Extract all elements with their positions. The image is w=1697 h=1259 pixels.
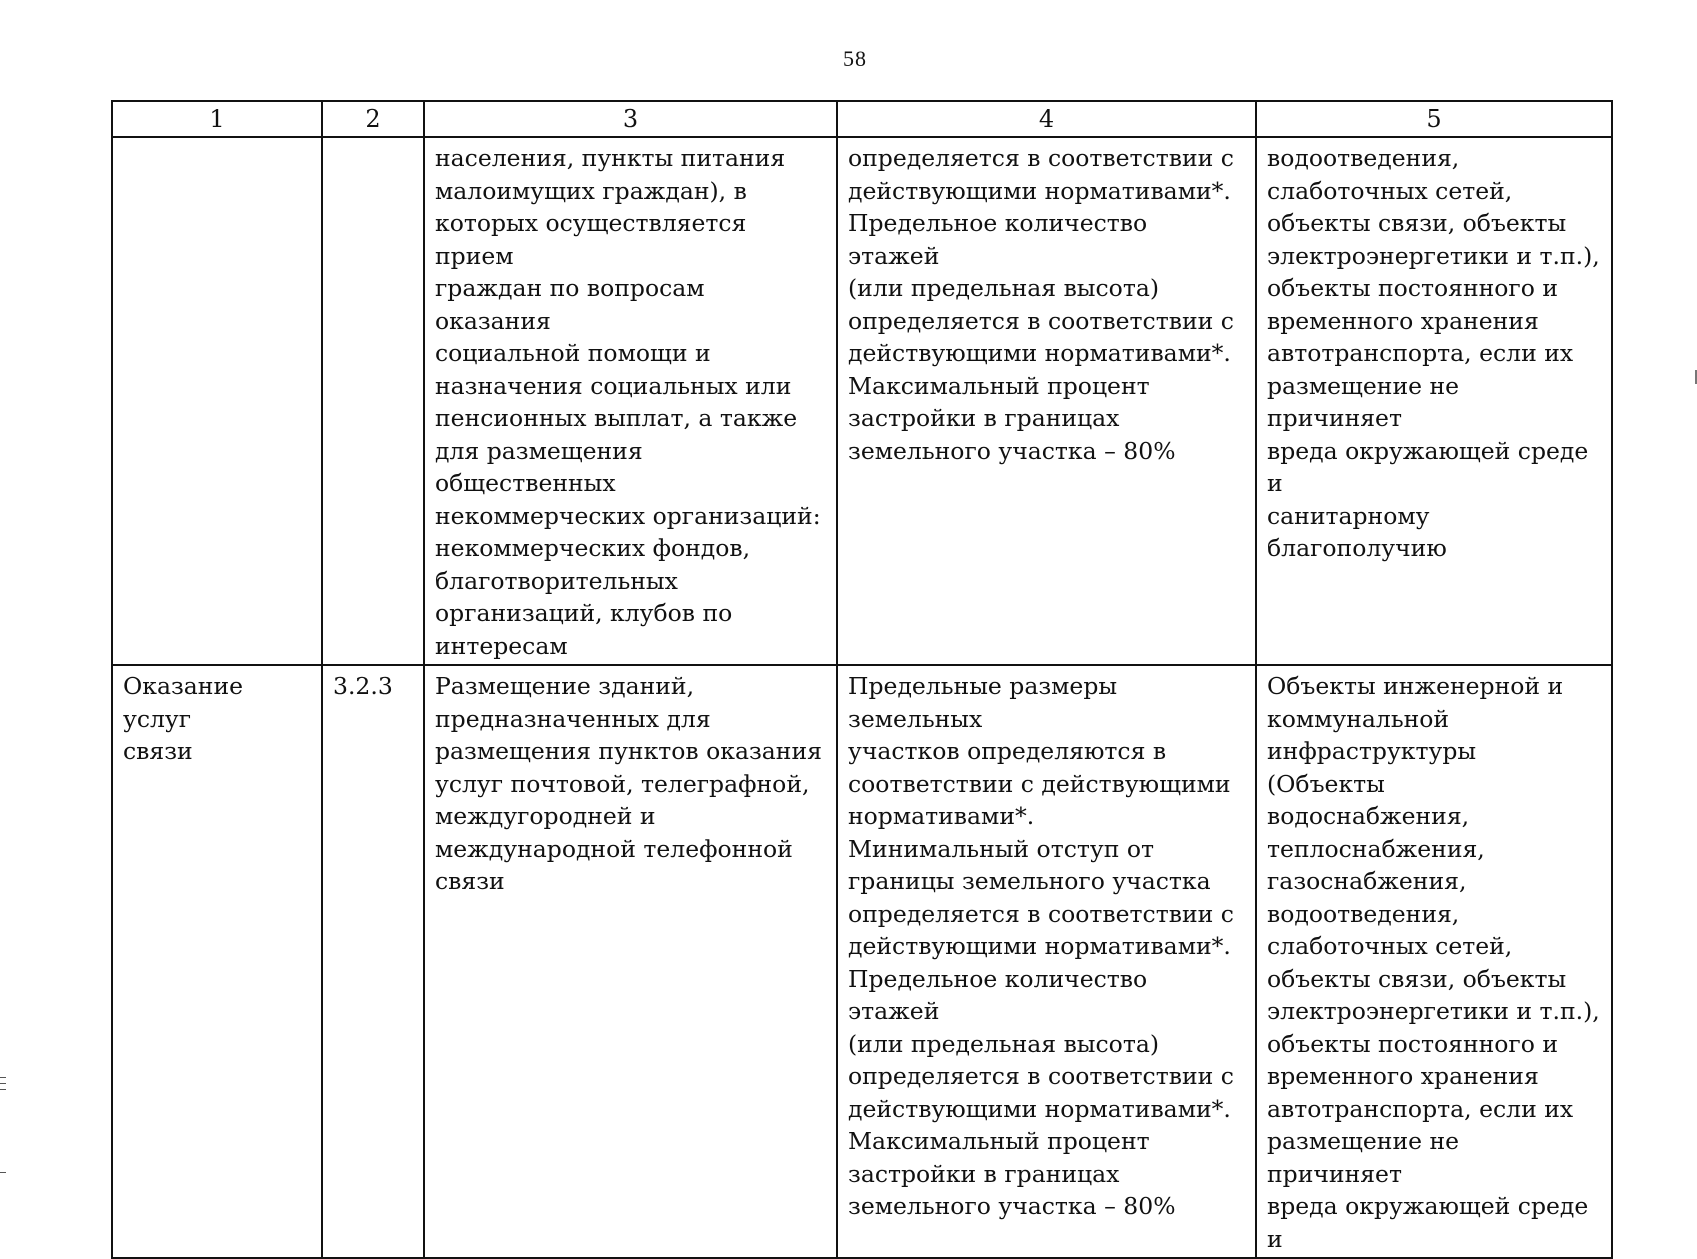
- zoning-table: [111, 100, 1613, 1259]
- cell-text: Предельные размеры земельных участков определяются в соответствии с действующими нормативами*. Минимальный отступ от границы земельного участка определяется в соответствии с действующими нормативами*. Предельное количество этажей (или предельная высота) определяется в соответствии с действующими нормативами*. Максимальный процент застройки в границах земельного участка – 80%: [848, 672, 1234, 1220]
- table-cell-auxiliary-uses: [1256, 137, 1612, 665]
- header-cell-3: 3: [424, 101, 837, 137]
- scan-margin-mark: [0, 1089, 6, 1090]
- cell-text: Размещение зданий, предназначенных для размещения пунктов оказания услуг почтовой, телеграфной, междугородней и международной телефонной связи: [435, 672, 822, 895]
- header-cell-4: 4: [837, 101, 1256, 137]
- table-row: [112, 137, 1612, 665]
- table-cell-code: [322, 137, 424, 665]
- table-header-row: [112, 101, 1612, 137]
- table-cell-parameters: [837, 137, 1256, 665]
- header-cell-1: 1: [112, 101, 322, 137]
- page-number: 58: [843, 46, 867, 71]
- cell-text: Оказание услуг связи: [123, 672, 244, 765]
- header-cell-5: 5: [1256, 101, 1612, 137]
- table-cell-type-name: [112, 665, 322, 1258]
- table-cell-description: [424, 665, 837, 1258]
- scan-margin-mark: [0, 1083, 6, 1084]
- table-cell-code: [322, 665, 424, 1258]
- cell-text: водоотведения, слаботочных сетей, объекты связи, объекты электроэнергетики и т.п.), объекты постоянного и временного хранения автотранспорта, если их размещение не причиняет вреда окружающей среде и санитарному благополучию: [1267, 144, 1600, 562]
- table-cell-type-name: [112, 137, 322, 665]
- table-row: [112, 665, 1612, 1258]
- table-cell-auxiliary-uses: [1256, 665, 1612, 1258]
- table-cell-description: [424, 137, 837, 665]
- cell-text: Объекты инженерной и коммунальной инфраструктуры (Объекты водоснабжения, теплоснабжения, газоснабжения, водоотведения, слаботочных сетей, объекты связи, объекты электроэнергетики и т.п.), объекты постоянного и временного хранения автотранспорта, если их размещение не причиняет вреда окружающей среде и: [1267, 672, 1600, 1253]
- cell-text: определяется в соответствии с действующими нормативами*. Предельное количество этажей (или предельная высота) определяется в соответствии с действующими нормативами*. Максимальный процент застройки в границах земельного участка – 80%: [848, 144, 1234, 465]
- cell-text: 3.2.3: [333, 672, 393, 700]
- header-cell-2: 2: [322, 101, 424, 137]
- table-cell-parameters: [837, 665, 1256, 1258]
- scan-margin-mark: [0, 1077, 6, 1078]
- scan-margin-mark: [0, 1172, 6, 1173]
- cell-text: населения, пункты питания малоимущих граждан), в которых осуществляется прием граждан по вопросам оказания социальной помощи и назначения социальных или пенсионных выплат, а также для размещения общественных некоммерческих организаций: некоммерческих фондов, благотворительных организаций, клубов по интересам: [435, 144, 821, 660]
